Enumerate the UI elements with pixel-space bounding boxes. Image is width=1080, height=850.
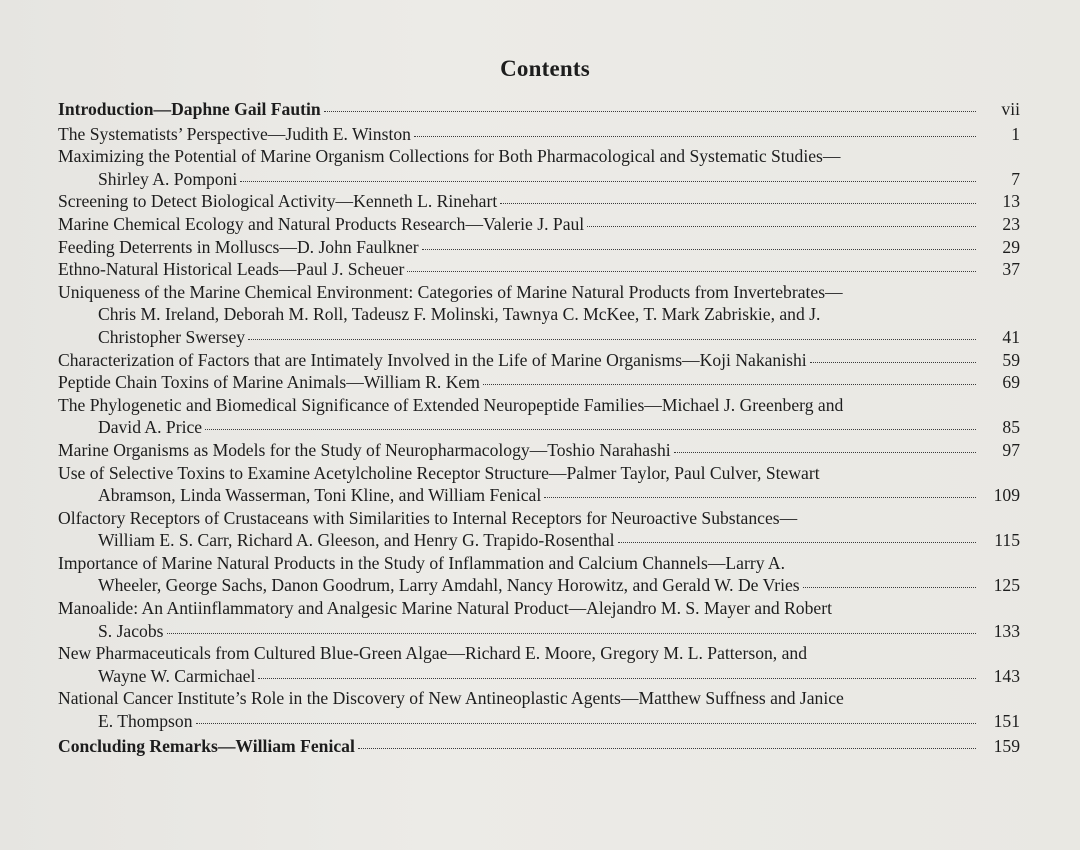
toc-entry-title-line xyxy=(58,484,1020,507)
toc-entry-title: Screening to Detect Biological Activity—Kenneth L. Rinehart xyxy=(58,191,498,212)
toc-entry-title-line xyxy=(58,371,1020,394)
toc-page-number: 59 xyxy=(1002,349,1020,370)
toc-entry-title-line xyxy=(58,258,1020,281)
dot-leader xyxy=(407,271,976,272)
toc-entry-title: The Phylogenetic and Biomedical Significance of Extended Neuropeptide Families—Michael J. Greenberg and xyxy=(58,394,844,415)
toc-entry-mayer xyxy=(58,597,1020,642)
toc-page-number: 143 xyxy=(993,665,1020,686)
toc-entry-authors: William E. S. Carr, Richard A. Gleeson, and Henry G. Trapido-Rosenthal xyxy=(98,530,615,551)
toc-entry-title-line xyxy=(58,529,1020,552)
toc-entry-title: Use of Selective Toxins to Examine Acetylcholine Receptor Structure—Palmer Taylor, Paul Culver, Stewart xyxy=(58,462,820,483)
toc-entry-moore xyxy=(58,642,1020,687)
dot-leader xyxy=(167,633,977,634)
toc-page-number: 133 xyxy=(993,620,1020,641)
toc-entry-title: Characterization of Factors that are Intimately Involved in the Life of Marine Organisms—Koji Nakanishi xyxy=(58,349,807,370)
toc-entry-title: Maximizing the Potential of Marine Organism Collections for Both Pharmacological and Systematic Studies— xyxy=(58,146,841,167)
toc-entry-title-line xyxy=(58,190,1020,213)
toc-entry-title: Importance of Marine Natural Products in the Study of Inflammation and Calcium Channels—Larry A. xyxy=(58,552,786,573)
toc-entry-introduction xyxy=(58,98,1020,121)
toc-page-number: 97 xyxy=(1002,439,1020,460)
toc-entry-title: Feeding Deterrents in Molluscs—D. John Faulkner xyxy=(58,236,419,257)
dot-leader xyxy=(422,249,976,250)
toc-entry-carr xyxy=(58,507,1020,552)
toc-page-number: 109 xyxy=(993,485,1020,506)
toc-page-number: vii xyxy=(1001,99,1020,119)
dot-leader xyxy=(324,111,976,112)
toc-entry-title: Marine Organisms as Models for the Study of Neuropharmacology—Toshio Narahashi xyxy=(58,439,671,460)
toc-entry-title-line xyxy=(58,439,1020,462)
dot-leader xyxy=(618,542,976,543)
toc-entry-title: Introduction—Daphne Gail Fautin xyxy=(58,99,321,119)
toc-page-number: 151 xyxy=(993,711,1020,732)
toc-entry-title-line xyxy=(58,665,1020,688)
toc-entry-ireland xyxy=(58,281,1020,349)
dot-leader xyxy=(803,587,976,588)
toc-entry-greenberg xyxy=(58,394,1020,439)
toc-entry-authors: S. Jacobs xyxy=(98,620,164,641)
toc-entry-faulkner xyxy=(58,236,1020,259)
toc-entry-title: National Cancer Institute’s Role in the Discovery of New Antineoplastic Agents—Matthew Suffness and Janice xyxy=(58,688,844,709)
toc-entry-title-line xyxy=(58,574,1020,597)
toc-page-number: 85 xyxy=(1002,417,1020,438)
toc-entry-authors: Christopher Swersey xyxy=(98,326,246,347)
toc-entry-suffness xyxy=(58,687,1020,732)
page-title: Contents xyxy=(500,56,590,81)
dot-leader xyxy=(544,497,976,498)
toc-entry-authors: E. Thompson xyxy=(98,711,193,732)
toc-page-number: 159 xyxy=(993,735,1020,756)
toc-page-number: 7 xyxy=(1011,168,1020,189)
toc-entry-title: Ethno-Natural Historical Leads—Paul J. Scheuer xyxy=(58,259,405,280)
toc-entry-title: New Pharmaceuticals from Cultured Blue-Green Algae—Richard E. Moore, Gregory M. L. Patterson, and xyxy=(58,643,807,664)
toc-entry-narahashi xyxy=(58,439,1020,462)
toc-page-number: 37 xyxy=(1002,259,1020,280)
toc-entry-authors: Chris M. Ireland, Deborah M. Roll, Tadeusz F. Molinski, Tawnya C. McKee, T. Mark Zabriskie, and J. xyxy=(98,304,821,325)
toc-entry-authors: Wheeler, George Sachs, Danon Goodrum, Larry Amdahl, Nancy Horowitz, and Gerald W. De Vries xyxy=(98,575,800,596)
toc-entry-title-line xyxy=(58,349,1020,372)
dot-leader xyxy=(258,678,976,679)
toc-entry-kem xyxy=(58,371,1020,394)
toc-entry-title: Uniqueness of the Marine Chemical Environment: Categories of Marine Natural Products from Invertebrates— xyxy=(58,281,843,302)
dot-leader xyxy=(674,452,976,453)
toc-entry-authors: Wayne W. Carmichael xyxy=(98,665,256,686)
toc-entry-title-line xyxy=(58,620,1020,643)
toc-entry-pomponi xyxy=(58,145,1020,190)
dot-leader xyxy=(587,226,976,227)
toc-entry-title: Olfactory Receptors of Crustaceans with Similarities to Internal Receptors for Neuroactive Substances— xyxy=(58,507,798,528)
toc-page-number: 29 xyxy=(1002,236,1020,257)
dot-leader xyxy=(205,429,976,430)
toc-page-number: 1 xyxy=(1011,123,1020,144)
dot-leader xyxy=(483,384,976,385)
toc-page-number: 13 xyxy=(1002,191,1020,212)
toc-entry-paul xyxy=(58,213,1020,236)
dot-leader xyxy=(240,181,976,182)
toc-page-number: 41 xyxy=(1002,326,1020,347)
toc-entry-rinehart xyxy=(58,190,1020,213)
toc-entry-title-line xyxy=(58,168,1020,191)
toc-entry-title-line xyxy=(58,98,1020,121)
toc-entry-title: Marine Chemical Ecology and Natural Products Research—Valerie J. Paul xyxy=(58,213,585,234)
toc-page-number: 69 xyxy=(1002,372,1020,393)
dot-leader xyxy=(500,203,976,204)
toc-entry-title-line xyxy=(58,416,1020,439)
toc-entry-title: Peptide Chain Toxins of Marine Animals—William R. Kem xyxy=(58,372,480,393)
toc-entry-taylor xyxy=(58,462,1020,507)
toc-entry-title-line xyxy=(58,236,1020,259)
toc-page-number: 23 xyxy=(1002,213,1020,234)
toc-entry-authors: Abramson, Linda Wasserman, Toni Kline, and William Fenical xyxy=(98,485,542,506)
toc-entry-nakanishi xyxy=(58,349,1020,372)
toc-entry-concluding xyxy=(58,735,1020,758)
toc-entry-wheeler xyxy=(58,552,1020,597)
toc-entry-title: The Systematists’ Perspective—Judith E. Winston xyxy=(58,123,411,144)
dot-leader xyxy=(810,362,976,363)
dot-leader xyxy=(414,136,976,137)
toc-entry-title: Manoalide: An Antiinflammatory and Analgesic Marine Natural Product—Alejandro M. S. Mayer and Robert xyxy=(58,598,832,619)
toc-entry-authors: David A. Price xyxy=(98,417,203,438)
table-of-contents xyxy=(58,98,1020,757)
toc-entry-title-line xyxy=(58,213,1020,236)
toc-entry-title-line xyxy=(58,123,1020,146)
toc-entry-title: Concluding Remarks—William Fenical xyxy=(58,735,355,756)
toc-entry-title-line xyxy=(58,710,1020,733)
toc-page-number: 115 xyxy=(994,530,1020,551)
toc-page-number: 125 xyxy=(993,575,1020,596)
dot-leader xyxy=(248,339,976,340)
toc-entry-scheuer xyxy=(58,258,1020,281)
dot-leader xyxy=(358,748,976,749)
dot-leader xyxy=(196,723,977,724)
toc-entry-authors: Shirley A. Pomponi xyxy=(98,168,238,189)
toc-entry-systematists xyxy=(58,123,1020,146)
toc-entry-title-line xyxy=(58,735,1020,758)
toc-entry-title-line xyxy=(58,326,1020,349)
